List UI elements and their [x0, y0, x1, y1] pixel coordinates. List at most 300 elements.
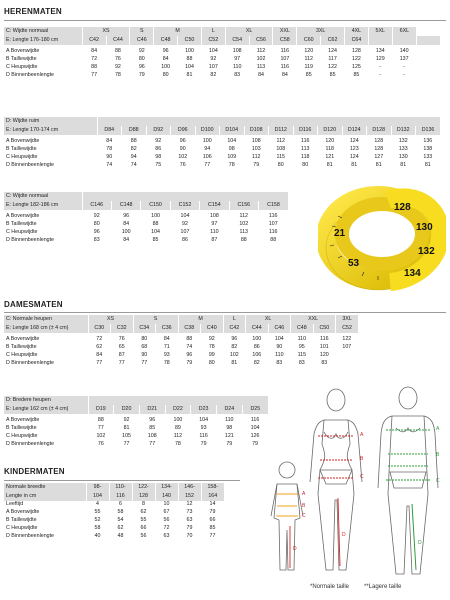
table-cell: 112 [276, 138, 285, 145]
table-cell: 65 [118, 344, 125, 351]
table-cell: 120 [304, 48, 314, 55]
row-label: C Heupwijdte [6, 525, 38, 532]
table-cell: 80 [162, 72, 169, 79]
table-cell: 85 [329, 72, 336, 79]
table-cell: C150 [141, 201, 170, 210]
table-cell: 74 [130, 162, 137, 169]
table-row [4, 509, 224, 517]
table-cell: 77 [141, 360, 148, 367]
table-row [4, 162, 440, 170]
table-cell: 93 [200, 425, 207, 432]
table-cell: 110- [109, 483, 132, 492]
table-row [4, 237, 288, 245]
size-label: XXL [273, 27, 297, 36]
size-label: XL [225, 27, 273, 36]
table-cell: 96 [162, 48, 169, 55]
row-label: D Binnenbeenlengte [6, 360, 55, 367]
table-cell: 93 [163, 352, 170, 359]
table-cell: C40 [201, 324, 224, 333]
row-label: Normale breedte [4, 483, 86, 492]
table-cell: 48 [117, 533, 124, 540]
table-cell: 86 [253, 344, 260, 351]
table-cell: 122 [352, 56, 361, 63]
table-cell: 81 [186, 72, 193, 79]
measuring-tape-image [318, 180, 446, 292]
table-cell: 79 [200, 441, 207, 448]
table-cell: D84 [97, 126, 122, 135]
table-cell: 88 [91, 64, 98, 71]
table-cell: 85 [305, 72, 312, 79]
table-cell: 90 [141, 352, 148, 359]
row-label: E: Lengte 176-180 cm [4, 36, 82, 45]
table-cell: 81 [231, 360, 238, 367]
table-cell: 124 [349, 138, 359, 145]
table-cell: C158 [258, 201, 288, 210]
table-cell [336, 352, 359, 360]
table-cell: 52 [94, 517, 101, 524]
row-label: E: Lengte 162 cm (± 4 cm) [4, 405, 88, 414]
svg-text:C: C [302, 513, 306, 519]
table-cell: 110 [275, 352, 284, 359]
table-row [4, 138, 440, 146]
table-cell: 96 [93, 229, 100, 236]
table-cell: 107 [342, 344, 352, 351]
table-cell: C44 [246, 324, 269, 333]
size-label: XL [246, 315, 291, 324]
table-cell: C152 [170, 201, 199, 210]
table-cell: 77 [204, 162, 211, 169]
table-cell: C46 [130, 36, 154, 45]
table-cell: 4 [96, 501, 99, 508]
table-cell: 94 [130, 154, 137, 161]
table-fit-label: D: Bredere heupen [4, 396, 88, 405]
table-cell: 78 [174, 441, 181, 448]
table-cell: 116 [280, 48, 290, 55]
table-cell: 78 [228, 162, 235, 169]
table-cell: 89 [174, 425, 181, 432]
table-row [4, 154, 440, 162]
table-cell: 81 [400, 162, 407, 169]
table-cell: 79 [138, 72, 145, 79]
table-cell: 79 [186, 360, 193, 367]
table-header-row [4, 324, 358, 333]
table-fit-label: D: Wijdte ruim [4, 117, 97, 126]
row-label: C Heupwijdte [6, 154, 38, 161]
table-cell: 102 [229, 352, 239, 359]
table-cell: 88 [186, 56, 193, 63]
table-cell: 62 [140, 509, 147, 516]
table-cell: 58 [94, 525, 101, 532]
row-label: B Taillewijdte [6, 425, 37, 432]
table-cell: 126 [250, 433, 260, 440]
table-cell: 81 [375, 162, 382, 169]
table-cell: 97 [234, 56, 241, 63]
table-cell [416, 36, 440, 45]
table-cell [368, 36, 392, 45]
size-label: L [201, 27, 225, 36]
table-cell: 104 [180, 213, 190, 220]
table-cell: 107 [268, 221, 278, 228]
table-cell: 133 [398, 146, 408, 153]
table-row [4, 344, 358, 352]
table-cell: 98- [86, 483, 109, 492]
table-cell: 84 [281, 72, 288, 79]
table-cell: - [403, 72, 405, 79]
age-row [4, 501, 224, 509]
table-cell: 100 [252, 336, 262, 343]
svg-text:53: 53 [348, 258, 360, 269]
table-cell: 81 [326, 162, 333, 169]
table-row [4, 525, 224, 533]
table-cell: 104 [185, 64, 194, 71]
table-cell: D88 [122, 126, 147, 135]
table-cell: 104 [199, 417, 209, 424]
table-cell: 70 [186, 533, 193, 540]
table-cell: 75 [155, 162, 162, 169]
table-cell: 122- [132, 483, 155, 492]
svg-text:130: 130 [416, 222, 433, 233]
table-cell: 83 [298, 360, 305, 367]
table-cell: 103 [251, 146, 261, 153]
table-cell: 121 [325, 154, 335, 161]
table-cell: 66 [209, 517, 216, 524]
table-cell: 92 [208, 336, 215, 343]
table-cell: 88 [186, 336, 193, 343]
table-cell: 108 [147, 433, 157, 440]
table-cell: 85 [353, 72, 360, 79]
table-cell: 83 [93, 237, 100, 244]
section-rule [4, 480, 240, 481]
svg-text:D: D [342, 532, 346, 538]
table-cell: 138 [423, 146, 433, 153]
svg-text:B: B [436, 452, 440, 458]
table-cell: 134 [375, 48, 385, 55]
table-cell: 88 [270, 237, 277, 244]
table-cell: 77 [118, 360, 125, 367]
svg-text:B: B [360, 456, 364, 462]
table-cell: 124 [328, 48, 337, 55]
svg-text:D: D [293, 546, 297, 552]
table-cell: 76 [179, 162, 186, 169]
table-cell: 109 [227, 154, 237, 161]
table-cell: C42 [223, 324, 246, 333]
table-cell: 63 [163, 533, 170, 540]
table-cell: 113 [301, 146, 310, 153]
table-row [4, 417, 268, 425]
table-cell: - [379, 64, 382, 71]
table-cell: 81 [123, 425, 130, 432]
row-label: A Bovenwijdte [6, 213, 40, 220]
table-cell: 110 [297, 336, 307, 343]
table-cell: 110 [210, 229, 219, 236]
table-cell: 12 [186, 501, 193, 508]
table-cell: 78 [114, 72, 121, 79]
table-cell: 96 [123, 213, 130, 220]
row-label: E: Lengte 168 cm (± 4 cm) [4, 324, 88, 333]
table-cell: 128 [374, 138, 384, 145]
table-header-row [4, 192, 288, 201]
table-cell: 107 [280, 56, 290, 63]
row-label: D Binnenbeenlengte [6, 237, 55, 244]
table-cell: 125 [352, 64, 361, 71]
table-cell: 97 [211, 221, 218, 228]
table-cell: 92 [123, 417, 130, 424]
svg-text:21: 21 [334, 228, 346, 239]
table-cell: 84 [163, 336, 170, 343]
table-cell: C54 [225, 36, 249, 45]
table-cell: 83 [234, 72, 241, 79]
table-cell: 113 [256, 64, 266, 71]
table-cell: D100 [195, 126, 220, 135]
table-cell: 79 [209, 509, 216, 516]
table-cell: 104 [151, 229, 160, 236]
table-cell: 112 [256, 48, 266, 55]
size-table-heren-d [4, 117, 440, 170]
size-label: S [133, 315, 178, 324]
table-cell: 74 [186, 344, 193, 351]
table-cell: 118 [301, 154, 310, 161]
table-cell: 96 [149, 417, 156, 424]
table-cell: D112 [269, 126, 294, 135]
table-cell: 110 [232, 64, 242, 71]
size-label: XXL [291, 315, 336, 324]
table-cell [416, 48, 440, 56]
row-label: C Heupwijdte [6, 64, 38, 71]
table-cell: 79 [226, 441, 233, 448]
table-cell: 118 [325, 146, 334, 153]
table-cell: 92 [114, 64, 121, 71]
table-cell: 87 [211, 237, 218, 244]
table-cell: C58 [273, 36, 297, 45]
table-cell: 104 [274, 336, 284, 343]
row-label: B Taillewijdte [6, 344, 37, 351]
table-header-row [4, 117, 440, 126]
table-cell: 85 [152, 237, 159, 244]
table-cell: C62 [321, 36, 345, 45]
table-row [4, 213, 288, 221]
table-cell: 86 [182, 237, 188, 244]
row-label: D Binnenbeenlengte [6, 72, 55, 79]
table-cell: 88 [130, 138, 137, 145]
row-label: B Taillewijdte [6, 146, 37, 153]
row-label: E: Lengte 182-186 cm [4, 201, 82, 210]
table-cell: 107 [208, 64, 218, 71]
table-cell: 127 [374, 154, 384, 161]
table-cell: 134- [155, 483, 178, 492]
table-cell: 80 [93, 221, 100, 228]
table-cell: 100 [173, 417, 183, 424]
table-cell: 88 [240, 237, 247, 244]
row-label: A Bovenwijdte [6, 48, 40, 55]
table-row [4, 352, 358, 360]
caption-normal-waist: *Normale taille [310, 584, 350, 590]
table-cell: 108 [209, 213, 219, 220]
table-cell: 121 [224, 433, 234, 440]
table-row [4, 360, 358, 368]
size-label: S [130, 27, 154, 36]
table-cell: 92 [138, 48, 145, 55]
table-cell [336, 360, 359, 368]
table-cell: 158- [201, 483, 224, 492]
table-row [4, 146, 440, 154]
table-cell: 136 [423, 138, 433, 145]
table-cell: 107 [180, 229, 190, 236]
table-cell: 112 [173, 433, 183, 440]
table-cell: 128 [352, 48, 361, 55]
svg-text:128: 128 [394, 202, 411, 213]
table-header-row [4, 396, 268, 405]
table-cell: 80 [302, 162, 309, 169]
table-cell: D116 [293, 126, 318, 135]
table-row [4, 425, 268, 433]
table-cell: 120 [319, 352, 329, 359]
svg-text:A: A [302, 491, 306, 497]
table-cell: D20 [114, 405, 140, 414]
svg-text:134: 134 [404, 268, 421, 279]
table-cell: 77 [96, 360, 103, 367]
table-cell: 78 [106, 146, 113, 153]
table-cell: 92 [93, 213, 100, 220]
table-cell: 85 [209, 525, 216, 532]
section-rule [4, 312, 446, 313]
table-cell: 83 [276, 360, 283, 367]
table-cell: D136 [416, 126, 441, 135]
table-cell: 62 [117, 525, 124, 532]
table-cell: D132 [391, 126, 416, 135]
table-cell: D24 [216, 405, 242, 414]
table-cell: 96 [138, 64, 145, 71]
svg-text:D: D [418, 540, 422, 546]
svg-text:C: C [436, 478, 440, 484]
size-label: XS [82, 27, 130, 36]
table-cell: 82 [231, 344, 238, 351]
table-cell: 74 [106, 162, 113, 169]
table-header-row [4, 492, 224, 501]
table-cell: 108 [232, 48, 242, 55]
table-cell: 73 [186, 509, 193, 516]
row-label: A Bovenwijdte [6, 336, 40, 343]
table-cell: 83 [321, 360, 328, 367]
table-cell: 8 [142, 501, 145, 508]
table-cell: 116 [301, 138, 310, 145]
size-table-kinderen [4, 483, 224, 541]
table-cell: 92 [182, 221, 188, 228]
table-cell: 77 [123, 441, 130, 448]
size-label: 6XL [392, 27, 416, 36]
row-label: C Heupwijdte [6, 352, 38, 359]
table-cell: 77 [97, 425, 104, 432]
table-cell: 76 [118, 336, 125, 343]
table-cell: 72 [91, 56, 98, 63]
table-cell: 68 [141, 344, 148, 351]
table-cell: 100 [202, 138, 212, 145]
table-cell [392, 36, 416, 45]
table-cell: D96 [171, 126, 196, 135]
table-cell: 112 [239, 213, 248, 220]
man-figure-icon [372, 384, 446, 580]
table-cell: 84 [106, 138, 113, 145]
table-row [4, 433, 268, 441]
table-cell: 102 [96, 433, 106, 440]
table-cell: 108 [251, 138, 261, 145]
table-cell: 104 [208, 48, 218, 55]
row-label: A Bovenwijdte [6, 417, 40, 424]
table-cell: 78 [208, 344, 215, 351]
table-cell: 104 [250, 425, 260, 432]
table-cell: 56 [140, 533, 147, 540]
table-cell: 146- [178, 483, 201, 492]
table-cell: 76 [114, 56, 121, 63]
table-row [4, 229, 288, 237]
table-cell: 82 [130, 146, 137, 153]
table-cell: 84 [258, 72, 264, 79]
table-cell: 96 [231, 336, 238, 343]
table-cell: 100 [161, 64, 171, 71]
table-cell: 100 [151, 213, 160, 220]
table-cell: 84 [96, 352, 103, 359]
table-cell: C48 [291, 324, 314, 333]
table-cell: 112 [304, 56, 313, 63]
table-cell: 6 [119, 501, 122, 508]
section-title-kindermaten: KINDERMATEN [4, 467, 65, 476]
size-label: M [154, 27, 202, 36]
table-header-row [4, 126, 440, 135]
table-row [4, 441, 268, 449]
table-cell: 100 [121, 229, 131, 236]
row-label: D Binnenbeenlengte [6, 533, 55, 540]
table-cell: 66 [140, 525, 147, 532]
table-cell: 96 [179, 138, 186, 145]
table-cell: 40 [94, 533, 101, 540]
table-cell: 94 [204, 146, 211, 153]
table-cell: 99 [208, 352, 215, 359]
svg-text:A: A [436, 426, 440, 432]
table-cell: 104 [86, 492, 109, 501]
svg-text:A: A [360, 432, 364, 438]
row-label: C Heupwijdte [6, 229, 38, 236]
table-row [4, 517, 224, 525]
size-label: L [223, 315, 246, 324]
table-cell: 104 [227, 138, 237, 145]
table-cell: D92 [146, 126, 171, 135]
table-cell: 116 [269, 229, 278, 236]
table-row [4, 221, 288, 229]
size-table-dames-c [4, 315, 358, 368]
table-cell: 14 [209, 501, 216, 508]
table-cell: 58 [117, 509, 124, 516]
table-cell: 110 [225, 417, 234, 424]
table-cell: C44 [106, 36, 130, 45]
table-cell: 112 [252, 154, 261, 161]
table-cell: 80 [141, 336, 148, 343]
table-cell: 98 [155, 154, 162, 161]
table-cell: 96 [186, 352, 193, 359]
table-cell: 55 [140, 517, 147, 524]
table-fit-label: C: Wijdte normaal [4, 27, 82, 36]
table-cell: D22 [165, 405, 191, 414]
table-cell: 132 [398, 138, 408, 145]
size-label: 5XL [368, 27, 392, 36]
table-cell: 128 [132, 492, 155, 501]
table-cell: C46 [268, 324, 291, 333]
row-label: B Taillewijdte [6, 517, 37, 524]
table-header-row [4, 483, 224, 492]
svg-text:B: B [302, 503, 306, 509]
table-cell: 130 [398, 154, 408, 161]
table-cell: C60 [297, 36, 321, 45]
table-cell: - [403, 64, 405, 71]
table-cell: D128 [367, 126, 392, 135]
